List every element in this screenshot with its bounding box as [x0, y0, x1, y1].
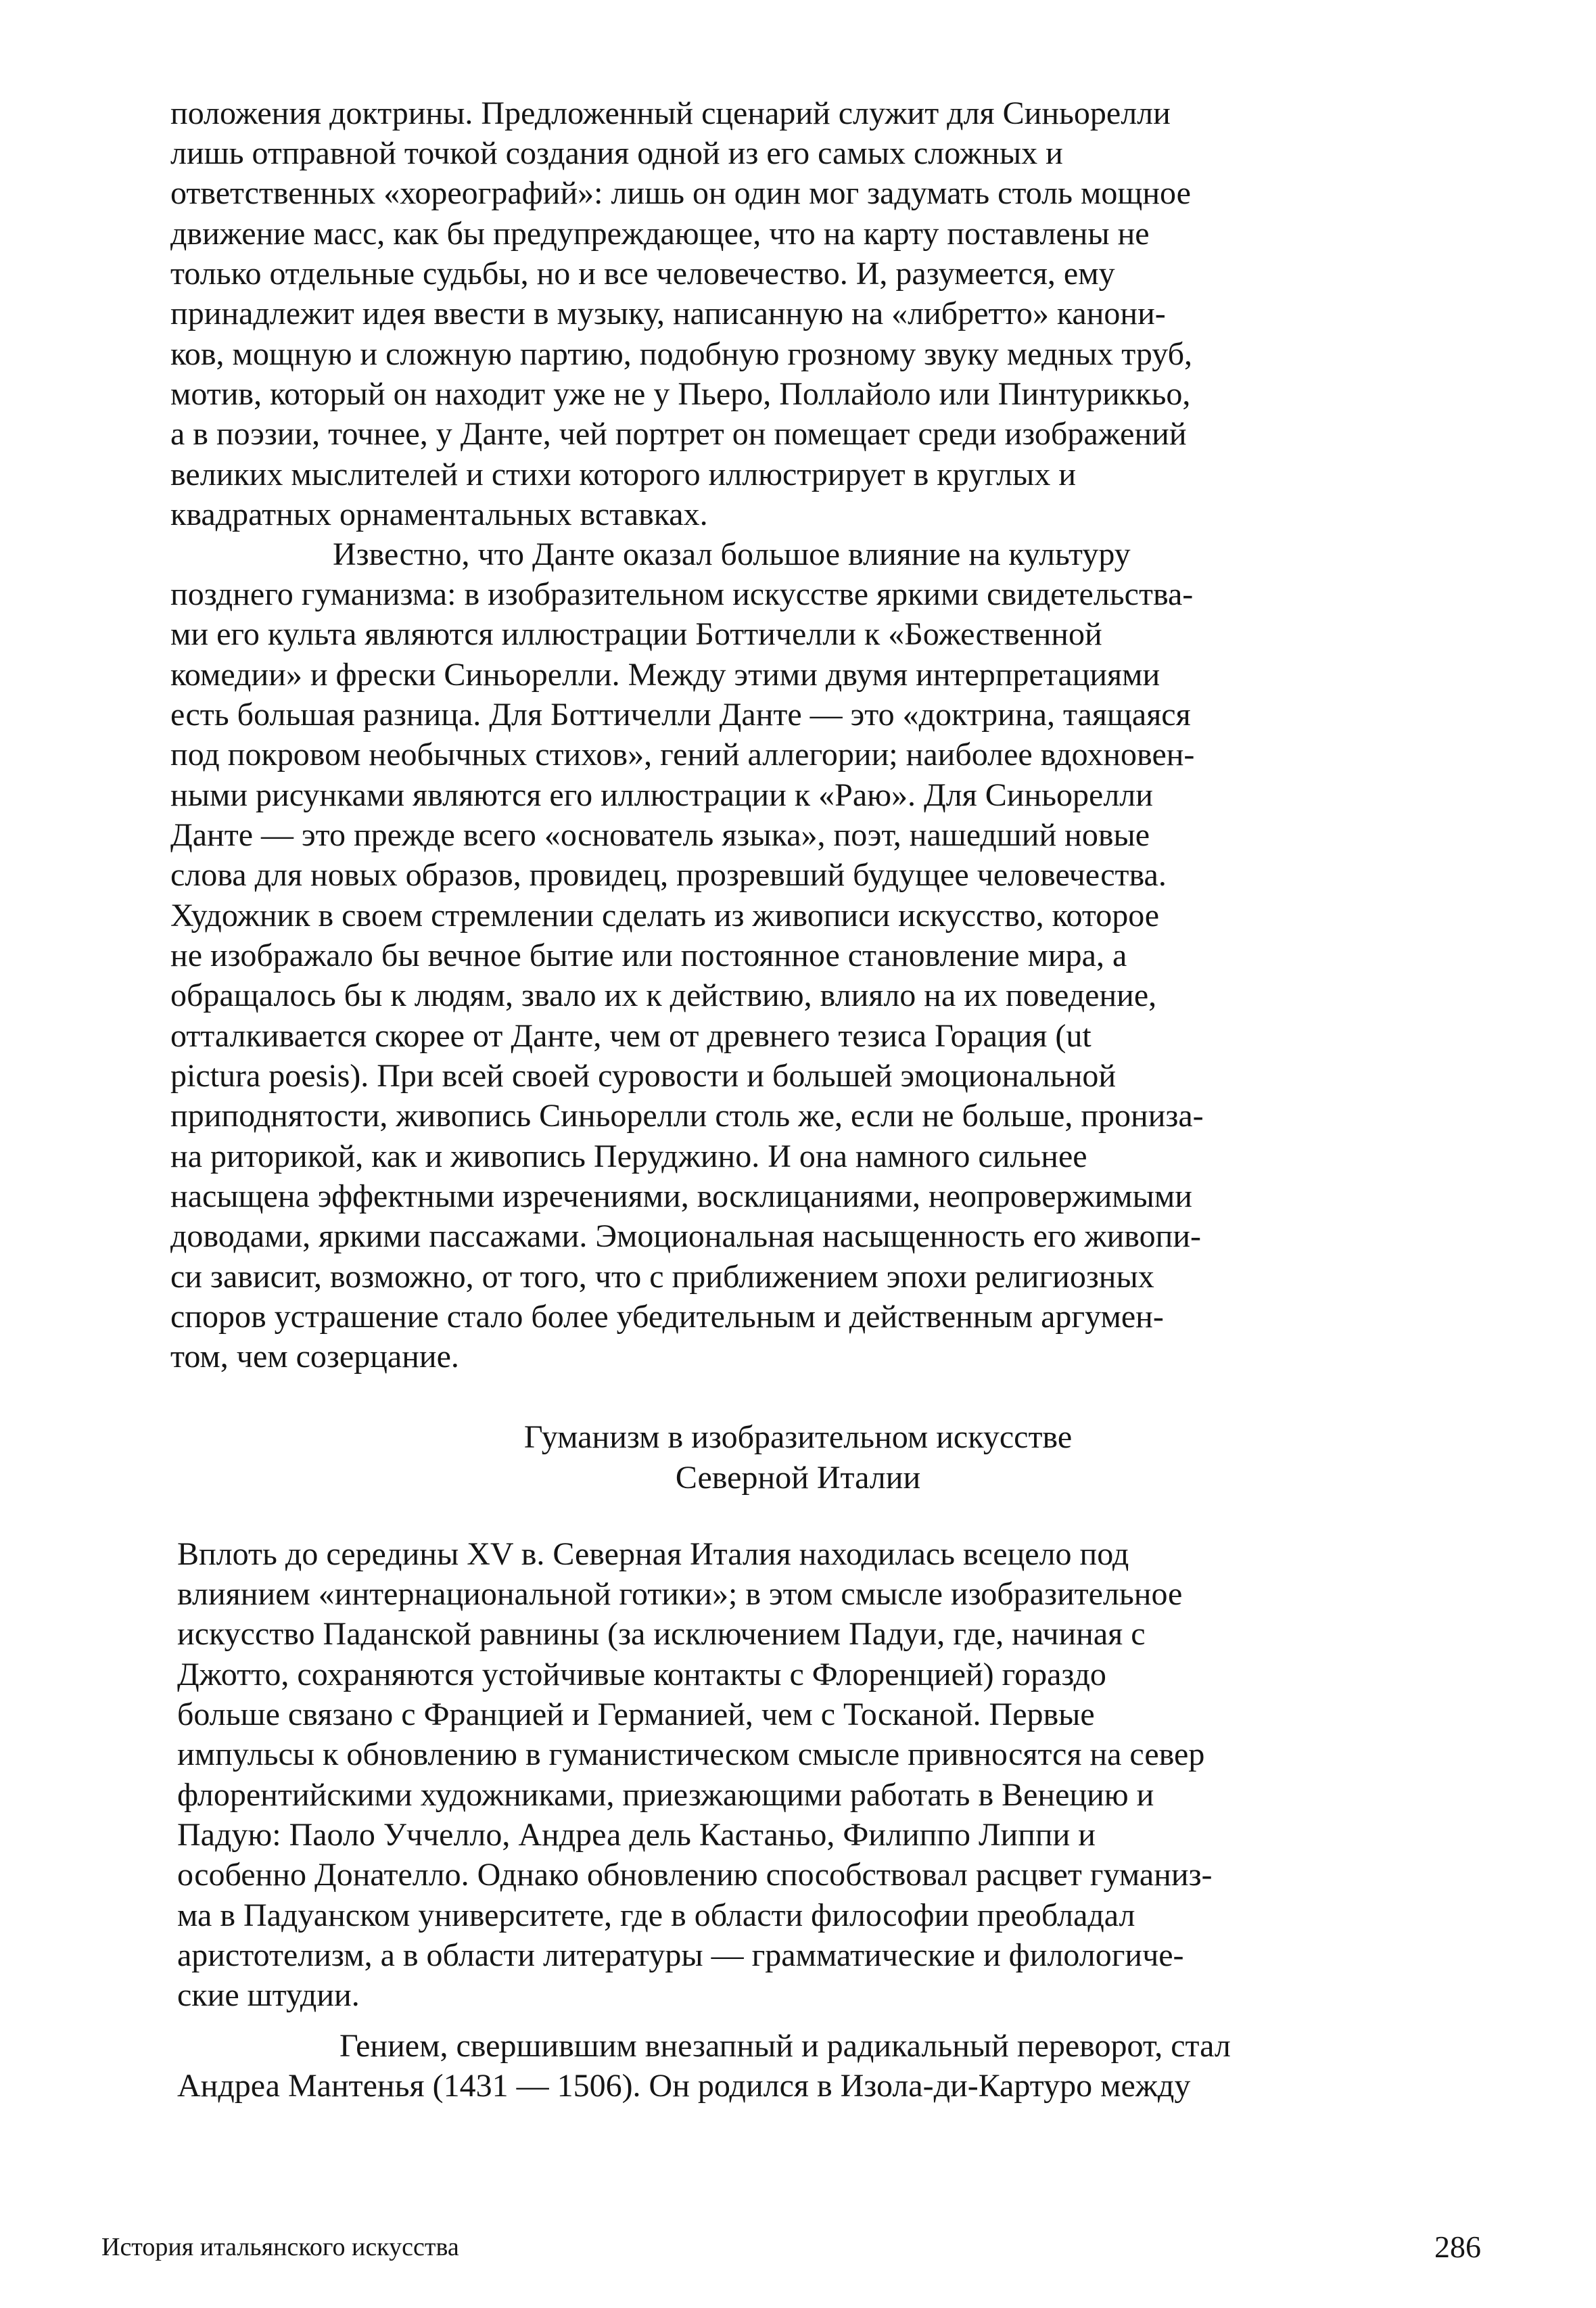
text-line: Падую: Паоло Уччелло, Андреа дель Кастаньо, Филиппо Липпи и — [177, 1817, 1096, 1853]
text-line: Андреа Мантенья (1431 — 1506). Он родился в Изола-ди-Картуро между — [177, 2068, 1191, 2104]
text-line: аристотелизм, а в области литературы — грамматические и филологиче- — [177, 1937, 1184, 1973]
text-line: слова для новых образов, провидец, прозревший будущее человечества. — [170, 857, 1167, 893]
text-line: влиянием «интернациональной готики»; в этом смысле изобразительное — [177, 1576, 1183, 1612]
text-line: импульсы к обновлению в гуманистическом смысле привносятся на север — [177, 1736, 1205, 1772]
text-line: Джотто, сохраняются устойчивые контакты с Флоренцией) гораздо — [177, 1657, 1106, 1692]
text-line: квадратных орнаментальных вставках. — [170, 497, 708, 532]
text-line: Известно, что Данте оказал большое влияние на культуру — [333, 536, 1131, 572]
text-line: мотив, который он находит уже не у Пьеро, Поллайоло или Пинтуриккьо, — [170, 376, 1191, 412]
text-line: флорентийскими художниками, приезжающими работать в Венецию и — [177, 1777, 1154, 1813]
text-line: си зависит, возможно, от того, что с приближением эпохи религиозных — [170, 1259, 1154, 1295]
text-line: ответственных «хореографий»: лишь он один мог задумать столь мощное — [170, 175, 1191, 211]
section-heading-line-1: Гуманизм в изобразительном искусстве — [523, 1419, 1073, 1455]
text-line: pictura poesis). При всей своей суровости и большей эмоциональной — [170, 1058, 1117, 1094]
text-line: споров устрашение стало более убедительным и действенным аргумен- — [170, 1299, 1164, 1335]
text-line: движение масс, как бы предупреждающее, что на карту поставлены не — [170, 216, 1150, 252]
page-number: 286 — [1434, 2230, 1481, 2264]
text-line: Вплоть до середины XV в. Северная Италия находилась всецело под — [177, 1536, 1129, 1572]
text-line: том, чем созерцание. — [170, 1339, 459, 1375]
text-line: на риторикой, как и живопись Перуджино. И она намного сильнее — [170, 1138, 1087, 1174]
text-line: положения доктрины. Предложенный сценарий служит для Синьорелли — [170, 95, 1171, 131]
text-line: Художник в своем стремлении сделать из живописи искусство, которое — [170, 898, 1160, 933]
text-line: доводами, яркими пассажами. Эмоциональная насыщенность его живопи- — [170, 1218, 1201, 1254]
section-heading-line-2: Северной Италии — [675, 1460, 921, 1496]
text-line: ными рисунками являются его иллюстрации к «Раю». Для Синьорелли — [170, 777, 1153, 813]
text-line: Гением, свершившим внезапный и радикальный переворот, стал — [339, 2028, 1231, 2064]
text-line: ские штудии. — [177, 1977, 360, 2013]
text-line: приподнятости, живопись Синьорелли столь же, если не больше, прониза- — [170, 1098, 1204, 1134]
footer-book-title: История итальянского искусства — [101, 2233, 459, 2261]
text-line: великих мыслителей и стихи которого иллюстрирует в круглых и — [170, 457, 1077, 492]
text-line: ков, мощную и сложную партию, подобную грозному звуку медных труб, — [170, 336, 1193, 372]
text-line: отталкивается скорее от Данте, чем от древнего тезиса Горация (ut — [170, 1018, 1092, 1054]
text-line: искусство Паданской равнины (за исключением Падуи, где, начиная с — [177, 1616, 1146, 1652]
text-line: ми его культа являются иллюстрации Боттичелли к «Божественной — [170, 616, 1102, 652]
text-line: обращалось бы к людям, звало их к действию, влияло на их поведение, — [170, 977, 1157, 1013]
text-line: только отдельные судьбы, но и все человечество. И, разумеется, ему — [170, 256, 1115, 292]
text-line: а в поэзии, точнее, у Данте, чей портрет он помещает среди изображений — [170, 416, 1187, 452]
text-line: под покровом необычных стихов», гений аллегории; наиболее вдохновен- — [170, 737, 1195, 772]
text-line: больше связано с Францией и Германией, чем с Тосканой. Первые — [177, 1697, 1095, 1732]
text-line: не изображало бы вечное бытие или постоянное становление мира, а — [170, 938, 1127, 973]
text-line: комедии» и фрески Синьорелли. Между этими двумя интерпретациями — [170, 657, 1160, 693]
text-line: ма в Падуанском университете, где в области философии преобладал — [177, 1897, 1135, 1933]
text-line: Данте — это прежде всего «основатель языка», поэт, нашедший новые — [170, 817, 1150, 853]
text-line: есть большая разница. Для Боттичелли Данте — это «доктрина, таящаяся — [170, 697, 1191, 733]
text-line: лишь отправной точкой создания одной из его самых сложных и — [170, 135, 1063, 171]
text-line: насыщена эффектными изречениями, восклицаниями, неопровержимыми — [170, 1178, 1192, 1214]
text-line: принадлежит идея ввести в музыку, написанную на «либретто» канони- — [170, 296, 1166, 331]
text-line: особенно Донателло. Однако обновлению способствовал расцвет гуманиз- — [177, 1857, 1213, 1893]
text-line: позднего гуманизма: в изобразительном искусстве яркими свидетельства- — [170, 576, 1194, 612]
